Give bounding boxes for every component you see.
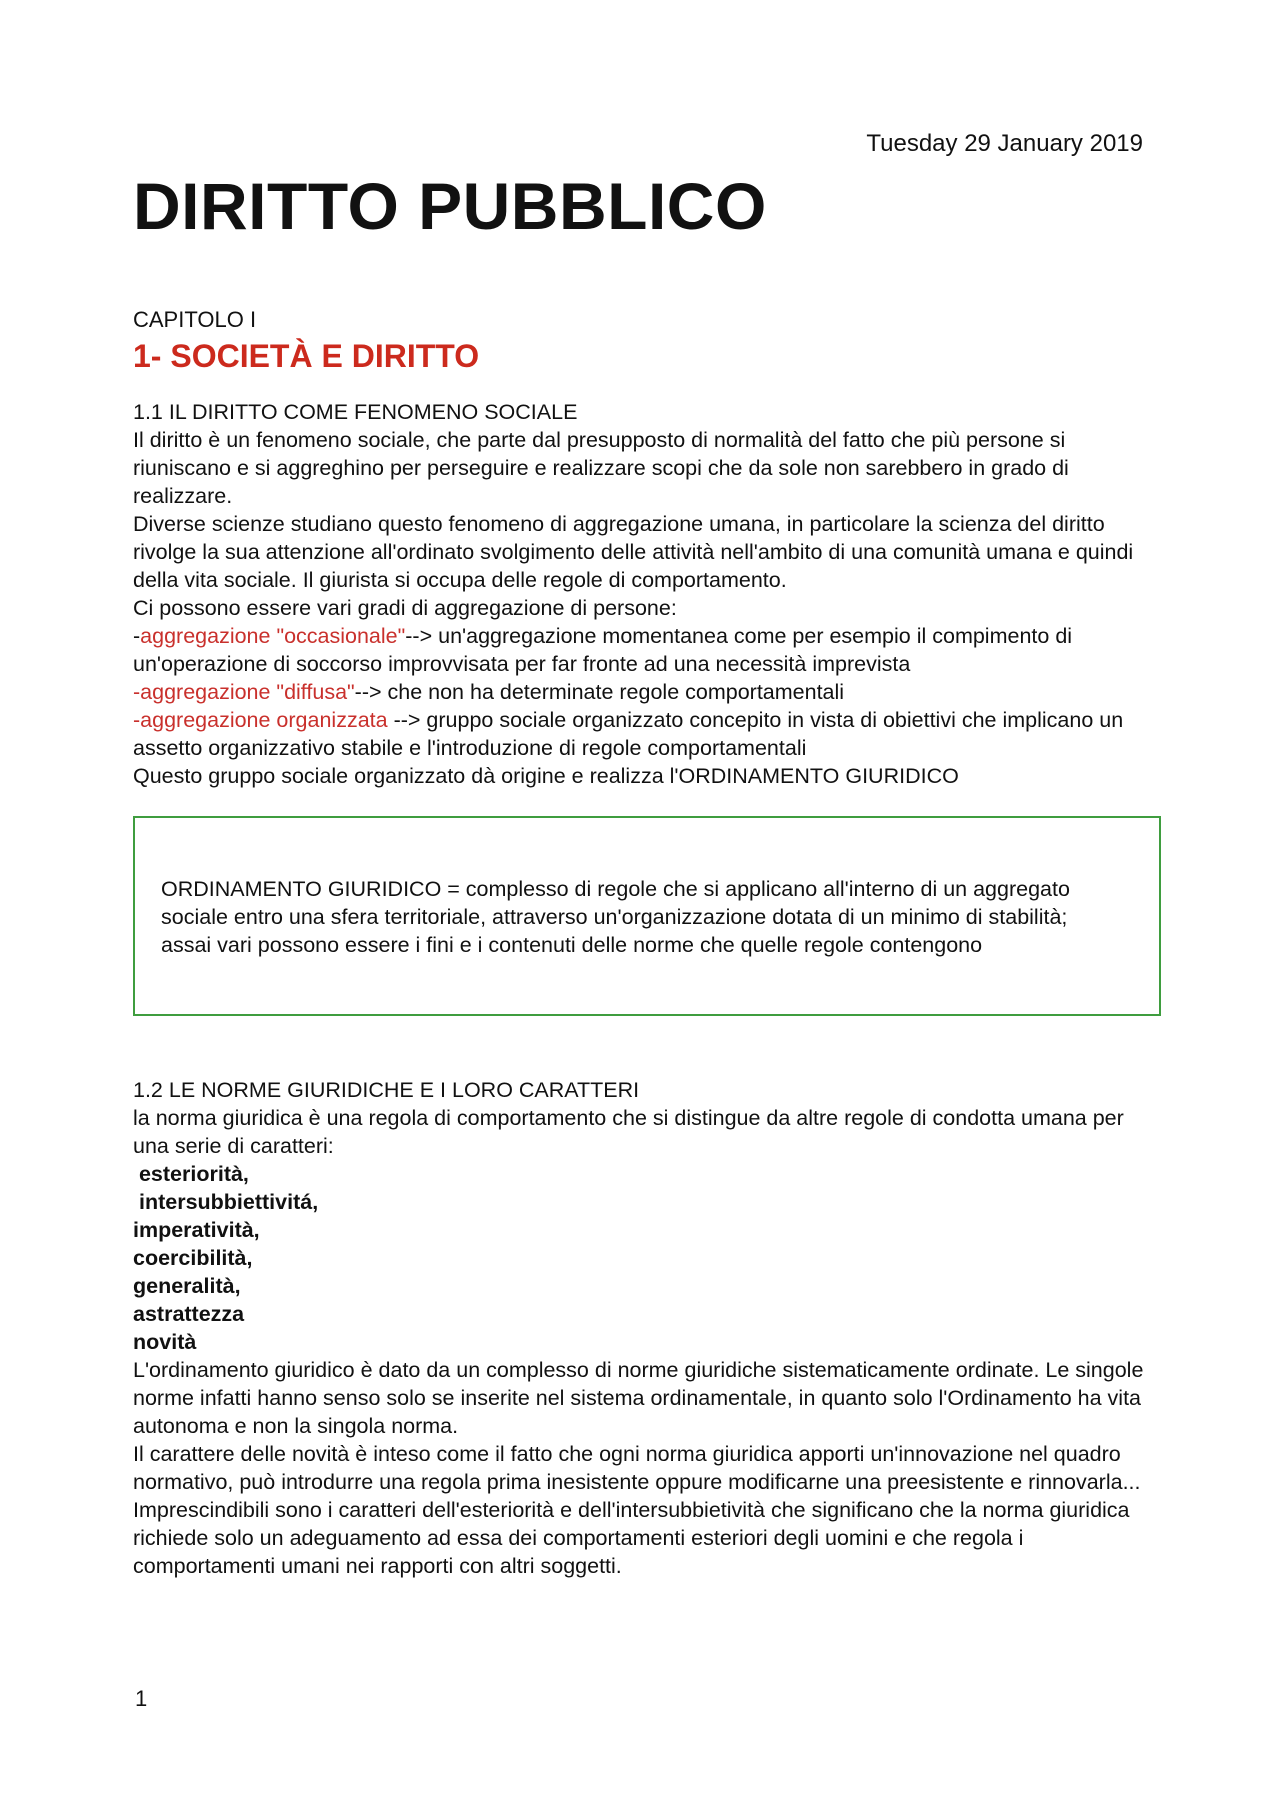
character-item: astrattezza [133,1302,245,1326]
page-number: 1 [135,1686,148,1711]
aggregation-term: -aggregazione "diffusa" [133,680,355,704]
aggregation-item-diffuse: -aggregazione "diffusa"--> che non ha determinate regole comportamentali [133,680,845,704]
section-1-paragraph-4: Questo gruppo sociale organizzato dà origine e realizza l'ORDINAMENTO GIURIDICO [133,764,959,788]
section-1-heading: 1.1 IL DIRITTO COME FENOMENO SOCIALE [133,400,578,424]
aggregation-term: aggregazione "occasionale" [140,624,406,648]
definition-box [133,816,1161,1016]
section-2-paragraph-2: Il carattere delle novità è inteso come il fatto che ogni norma giuridica apporti un'innovazione nel quadro normativo, può introdurre una regola prima inesistente oppure modificarne una preesistente e rinnovarla... [133,1442,1141,1494]
character-item: imperatività, [133,1218,260,1242]
section-1-paragraph-1: Il diritto è un fenomeno sociale, che parte dal presupposto di normalità del fatto che più persone si riuniscano e si aggreghino per perseguire e realizzare scopi che da sole non sarebbero in grado di realizzare. [133,428,1069,508]
character-item: coercibilità, [133,1246,253,1270]
section-1 [133,398,1163,790]
section-2-heading: 1.2 LE NORME GIURIDICHE E I LORO CARATTERI [133,1078,640,1102]
document-title: DIRITTO PUBBLICO [133,169,767,243]
aggregation-item-occasional: -aggregazione "occasionale"--> un'aggregazione momentanea come per esempio il compimento di un'operazione di soccorso improvvisata per far fronte ad una necessità imprevista [133,624,1073,676]
chapter-header [133,306,1163,376]
section-2-intro: la norma giuridica è una regola di comportamento che si distingue da altre regole di condotta umana per una serie di caratteri: [133,1106,1124,1158]
section-1-paragraph-3: Ci possono essere vari gradi di aggregazione di persone: [133,596,677,620]
aggregation-item-organized: -aggregazione organizzata --> gruppo sociale organizzato concepito in vista di obiettivi che implicano un assetto organizzativo stabile e l'introduzione di regole comportamentali [133,708,1124,760]
chapter-title: 1- SOCIETÀ E DIRITTO [133,338,480,374]
chapter-label: CAPITOLO I [133,307,257,332]
document-date: Tuesday 29 January 2019 [866,130,1143,157]
character-item: novità [133,1330,197,1354]
section-2-paragraph-3: Imprescindibili sono i caratteri dell'esteriorità e dell'intersubbietività che significano che la norma giuridica richiede solo un adeguamento ad essa dei comportamenti esteriori degli uomini e che regola i comportamenti umani nei rapporti con altri soggetti. [133,1498,1130,1578]
section-2 [133,1076,1163,1580]
definition-text: ORDINAMENTO GIURIDICO = complesso di regole che si applicano all'interno di un aggregato sociale entro una sfera territoriale, attraverso un'organizzazione dotata di un minimo di stabilità; assai vari possono essere i fini e i contenuti delle norme che quelle regole contengono [161,877,1070,957]
section-1-paragraph-2: Diverse scienze studiano questo fenomeno di aggregazione umana, in particolare la scienza del diritto rivolge la sua attenzione all'ordinato svolgimento delle attività nell'ambito di una comunità umana e quindi della vita sociale. Il giurista si occupa delle regole di comportamento. [133,512,1134,592]
section-2-paragraph-1: L'ordinamento giuridico è dato da un complesso di norme giuridiche sistematicamente ordinate. Le singole norme infatti hanno senso solo se inserite nel sistema ordinamentale, in quanto solo l'Ordinamento ha vita autonoma e non la singola norma. [133,1358,1144,1438]
character-item: esteriorità, [133,1162,249,1186]
character-item: generalità, [133,1274,241,1298]
aggregation-term: -aggregazione organizzata [133,708,394,732]
character-item: intersubbiettivitá, [133,1190,319,1214]
